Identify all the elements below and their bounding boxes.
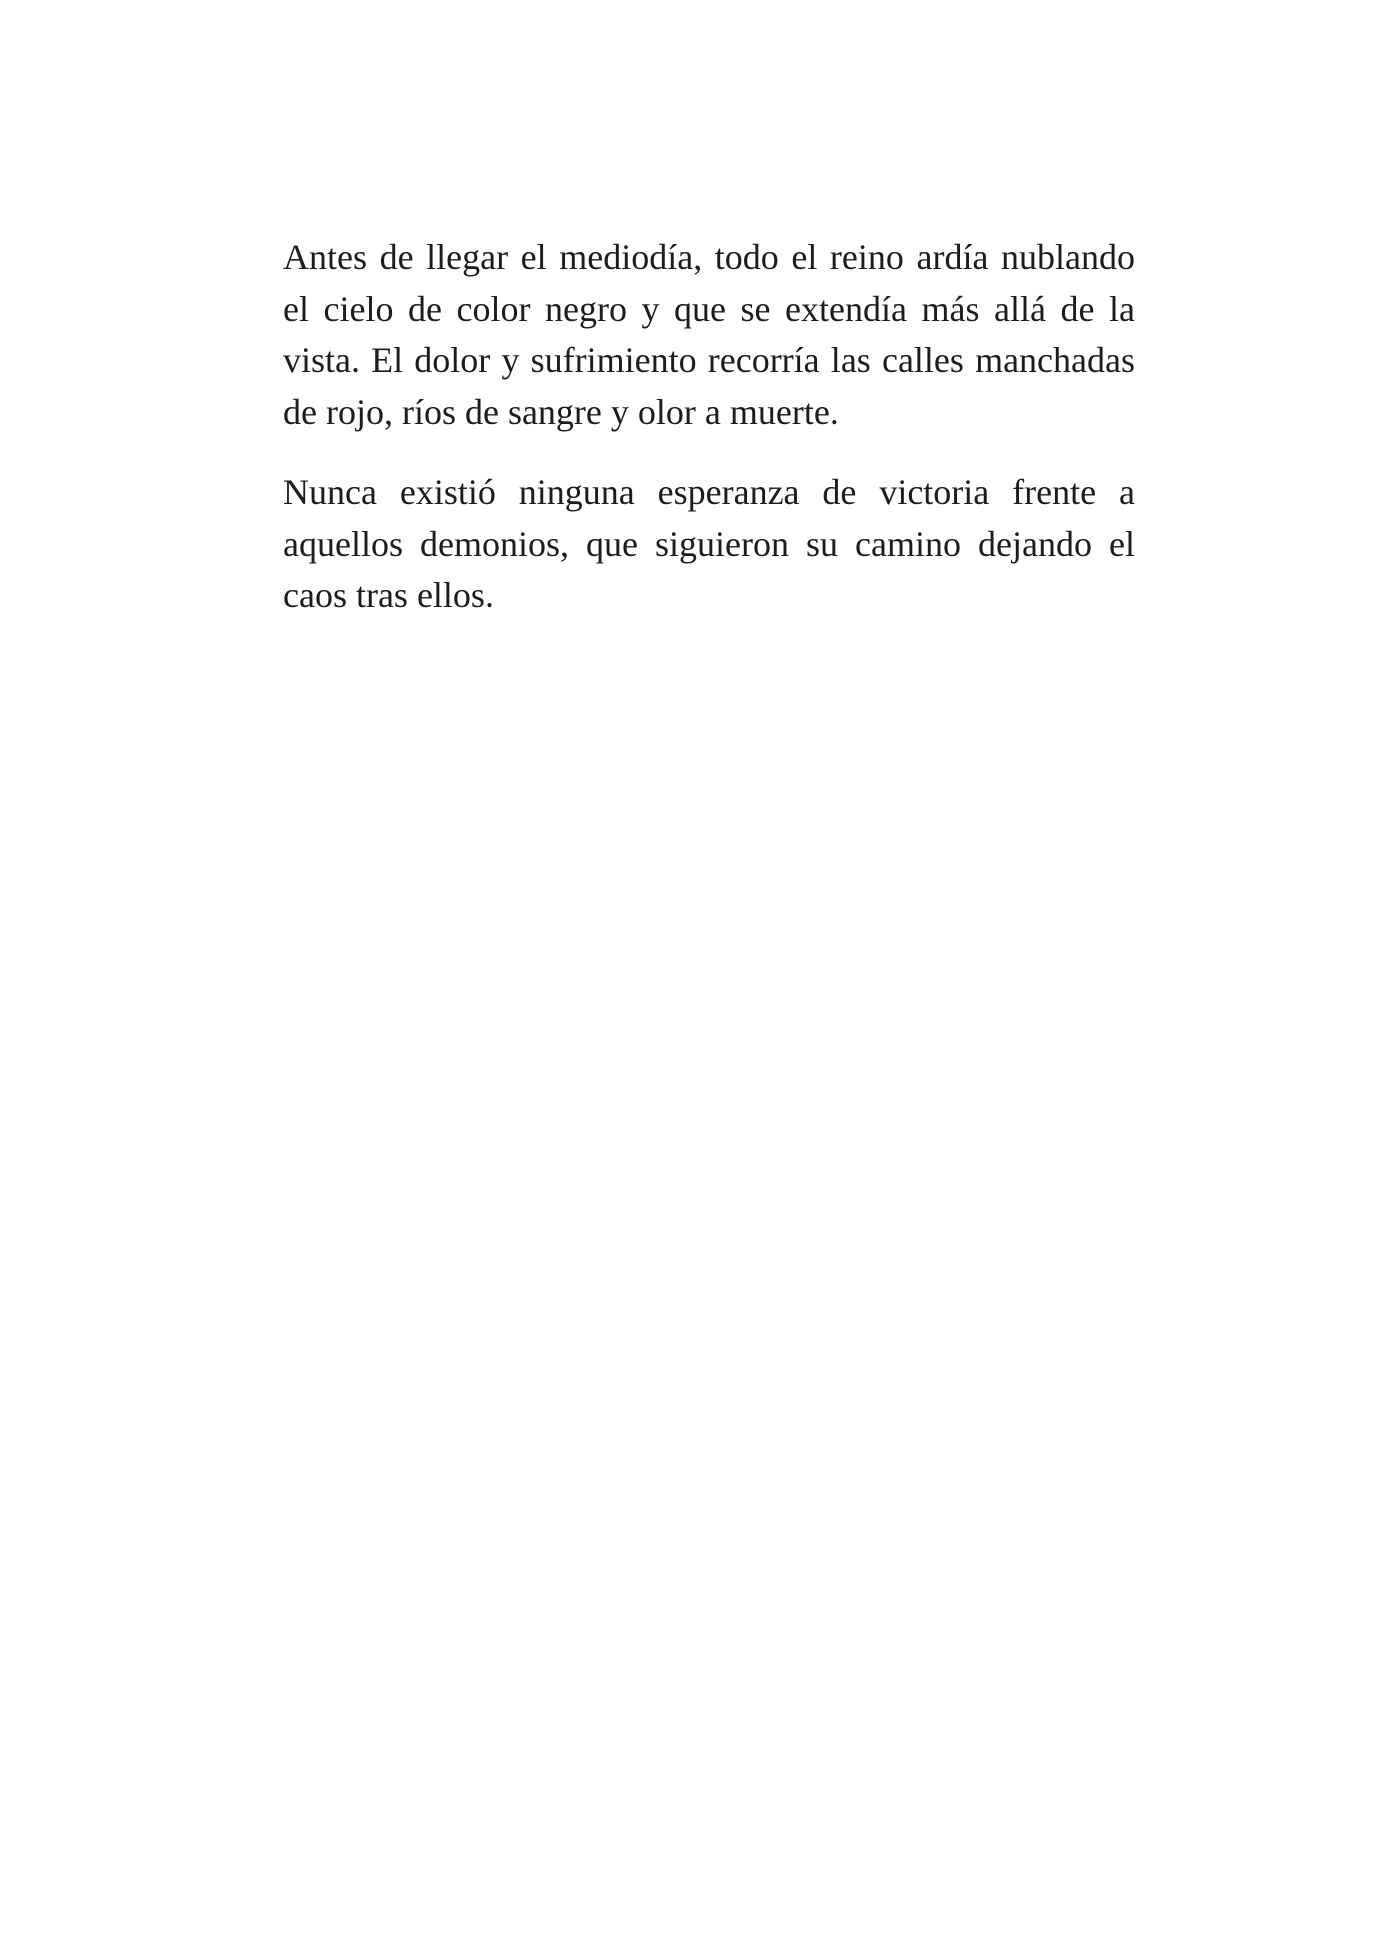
body-text — [283, 232, 1135, 622]
paragraph-1: Antes de llegar el mediodía, todo el reino ardía nublando el cielo de color negro y que se extendía más allá de la vista. El dolor y sufrimiento recorría las calles manchadas de rojo, ríos de sangre y olor a muerte. — [283, 237, 1135, 432]
paragraph-2: Nunca existió ninguna esperanza de victoria frente a aquellos demonios, que siguieron su camino dejando el caos tras ellos. — [283, 472, 1135, 615]
